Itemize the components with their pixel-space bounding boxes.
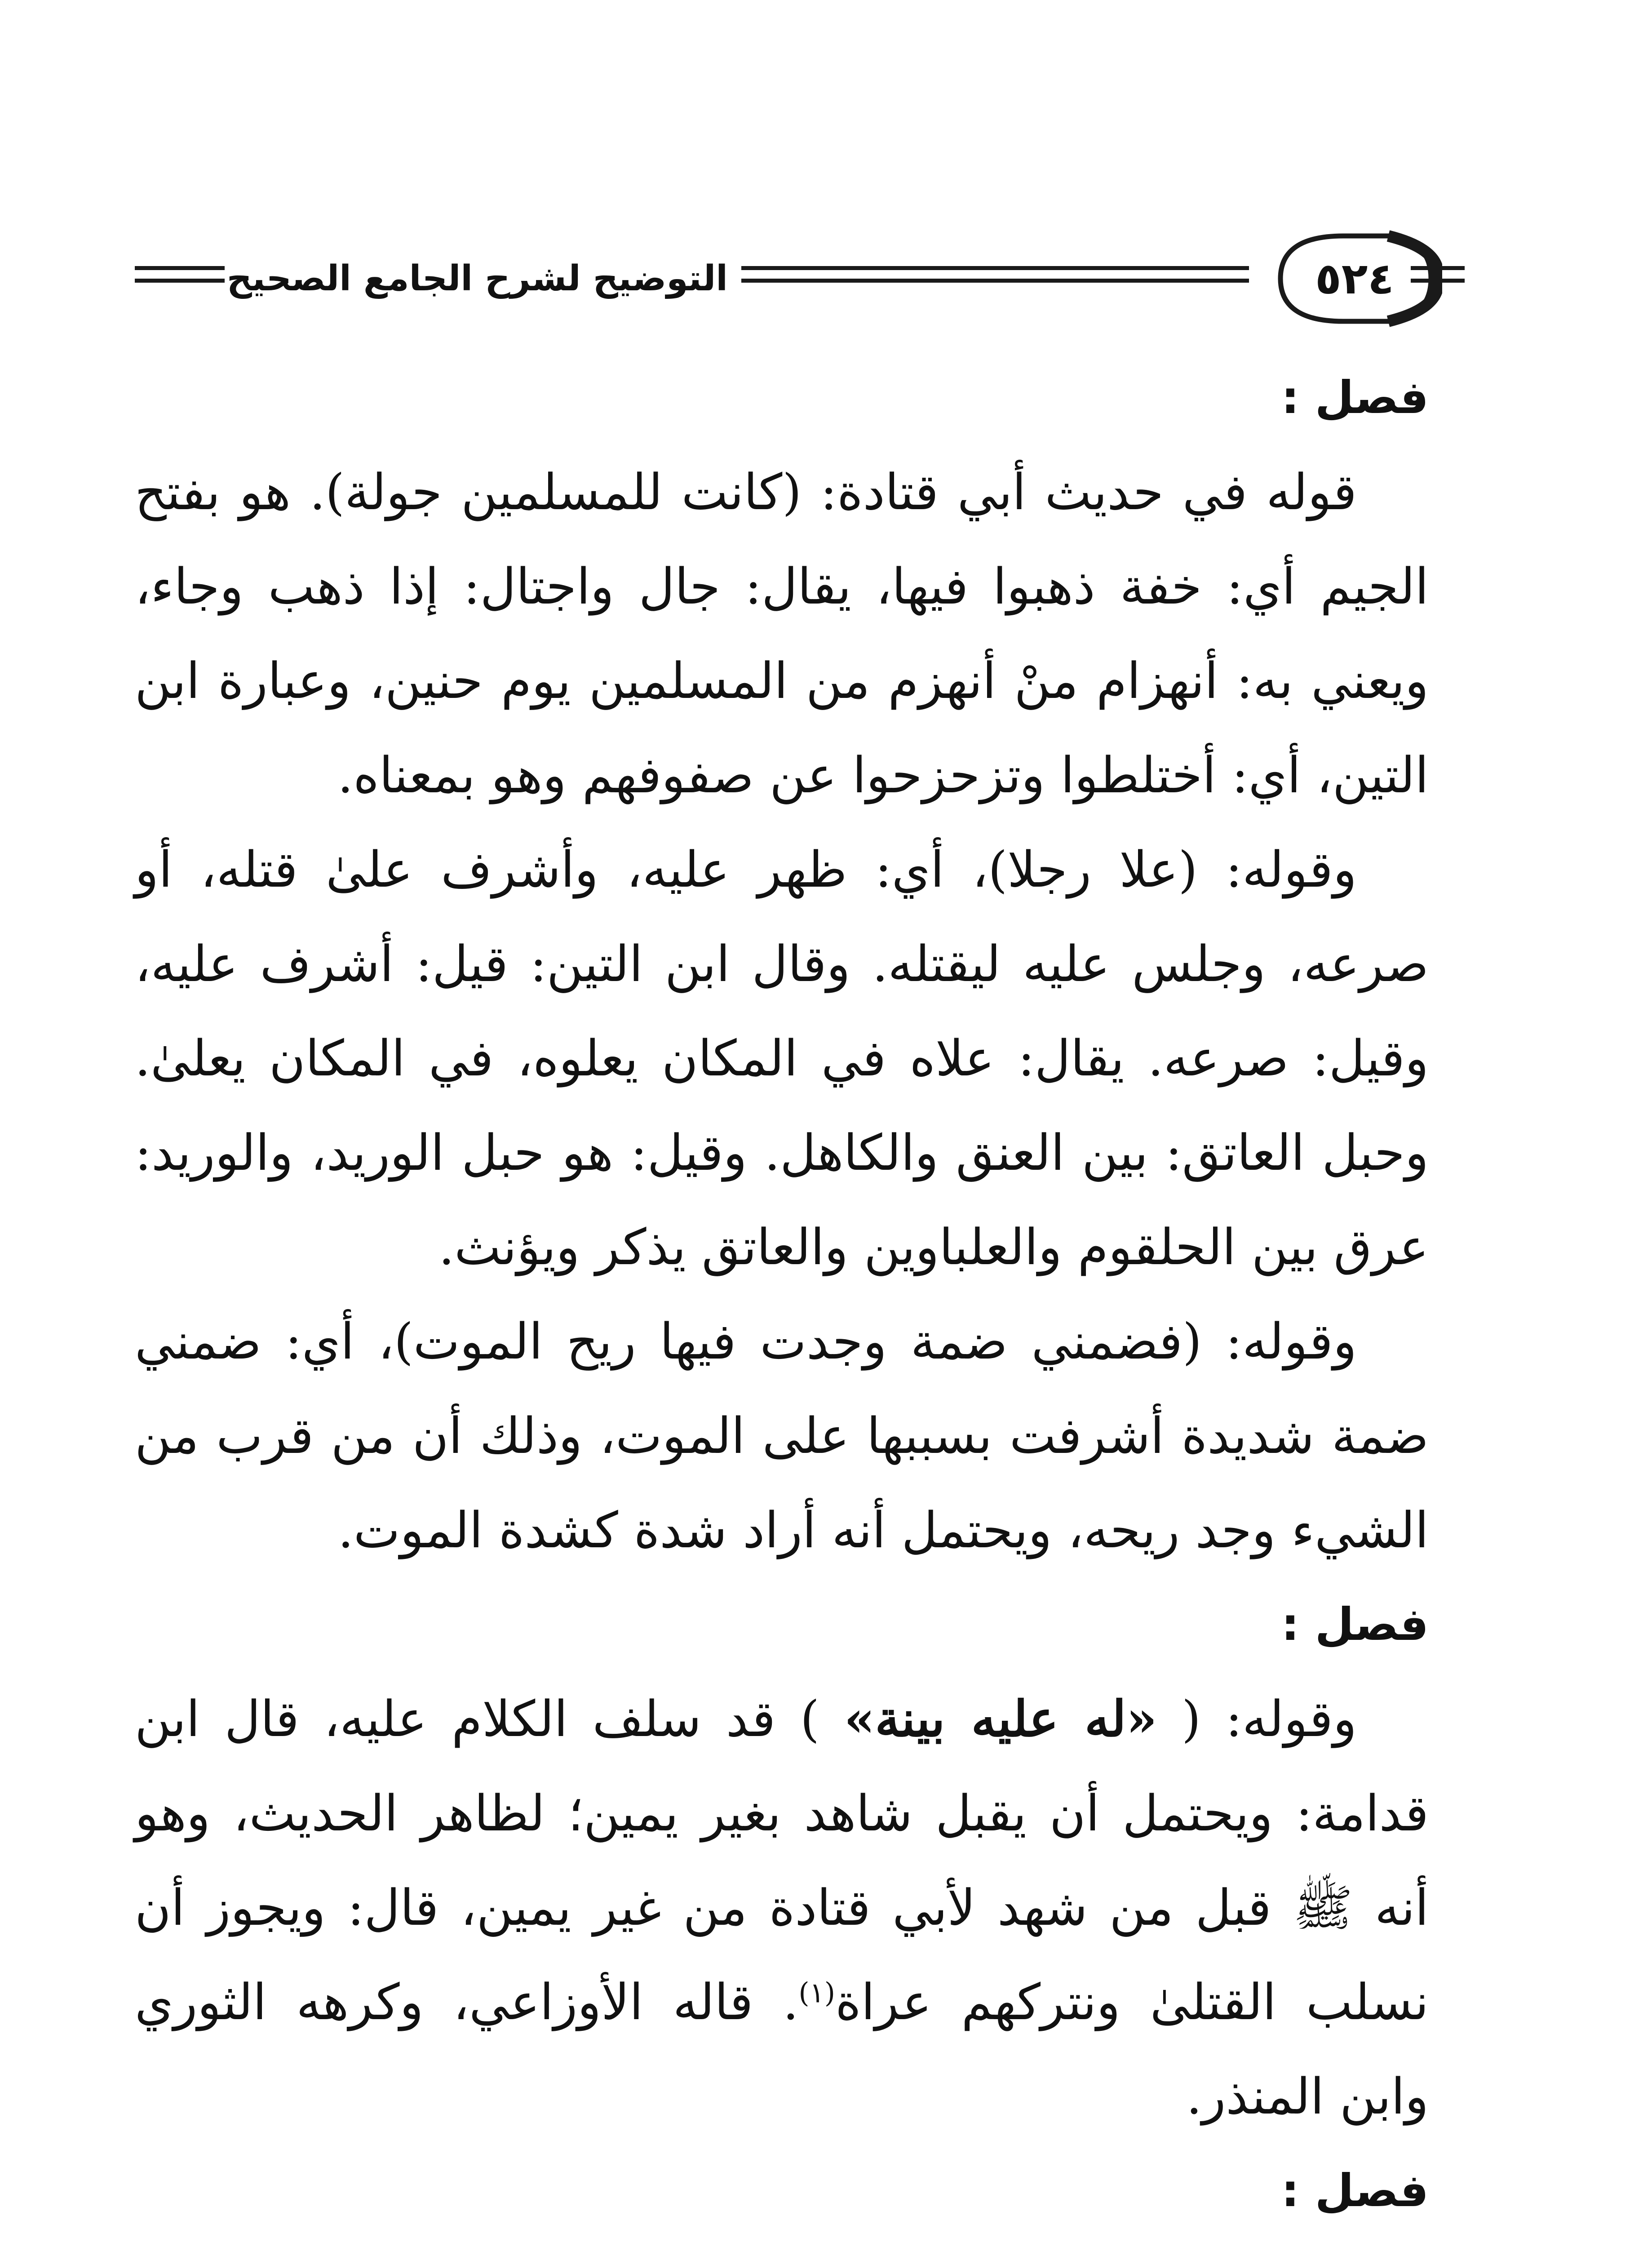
paragraph-4-end: . قاله الأوزاعي، وكرهه الثوري وابن المنذر. <box>135 1973 1429 2125</box>
section-heading-1: فصل : <box>1281 371 1429 424</box>
footnote-ref-1[interactable]: (١) <box>798 1976 836 2009</box>
paragraph-5 <box>135 2238 1429 2247</box>
section-heading-2: فصل : <box>1281 1598 1429 1651</box>
book-title: التوضيح لشرح الجامع الصحيح <box>226 258 728 299</box>
paragraph-4-start: وقوله: ( <box>1157 1690 1357 1748</box>
header-rule-middle-top <box>741 266 1249 270</box>
paragraph-3: وقوله: (فضمني ضمة وجدت فيها ريح الموت)، أي: ضمني ضمة شديدة أشرفت بسببها على الموت، وذلك أن من قرب من الشيء وجد ريحه، ويحتمل أنه أراد شدة كشدة الموت. <box>135 1313 1429 1559</box>
paragraph-4-middle: ) قد سلف الكلام عليه، قال ابن قدامة: ويحتمل أن يقبل شاهد بغير يمين؛ لظاهر الحديث، وهو أنه ﷺ قبل من شهد لأبي قتادة من غير يمين، قال: ويجوز أن نسلب القتلىٰ ونتركهم عراة <box>135 1690 1429 2031</box>
paragraph-2: وقوله: (علا رجلا)، أي: ظهر عليه، وأشرف علىٰ قتله، أو صرعه، وجلس عليه ليقتله. وقال ابن التين: قيل: أشرف عليه، وقيل: صرعه. يقال: علاه في المكان يعلوه، في المكان يعلىٰ. وحبل العاتق: بين العنق والكاهل. وقيل: هو حبل الوريد، والوريد: عرق بين الحلقوم والعلباوين والعاتق يذكر ويؤنث. <box>135 841 1429 1276</box>
header-rule-middle-bottom <box>741 279 1249 283</box>
running-header <box>0 0 1652 360</box>
page-number: ٥٢٤ <box>1315 253 1394 304</box>
section-heading-3: فصل : <box>1281 2164 1429 2217</box>
quoted-hadith: «له عليه بينة» <box>844 1690 1157 1748</box>
paragraph-4 <box>135 1672 1429 2144</box>
main-text <box>135 351 1429 2247</box>
paragraph-1: قوله في حديث أبي قتادة: (كانت للمسلمين جولة). هو بفتح الجيم أي: خفة ذهبوا فيها، يقال: جال واجتال: إذا ذهب وجاء، ويعني به: أنهزام منْ أنهزم من المسلمين يوم حنين، وعبارة ابن التين، أي: أختلطوا وتزحزحوا عن صفوفهم وهو بمعناه. <box>135 463 1429 804</box>
header-rule-left-top <box>135 266 225 270</box>
header-rule-left-bottom <box>135 279 225 283</box>
